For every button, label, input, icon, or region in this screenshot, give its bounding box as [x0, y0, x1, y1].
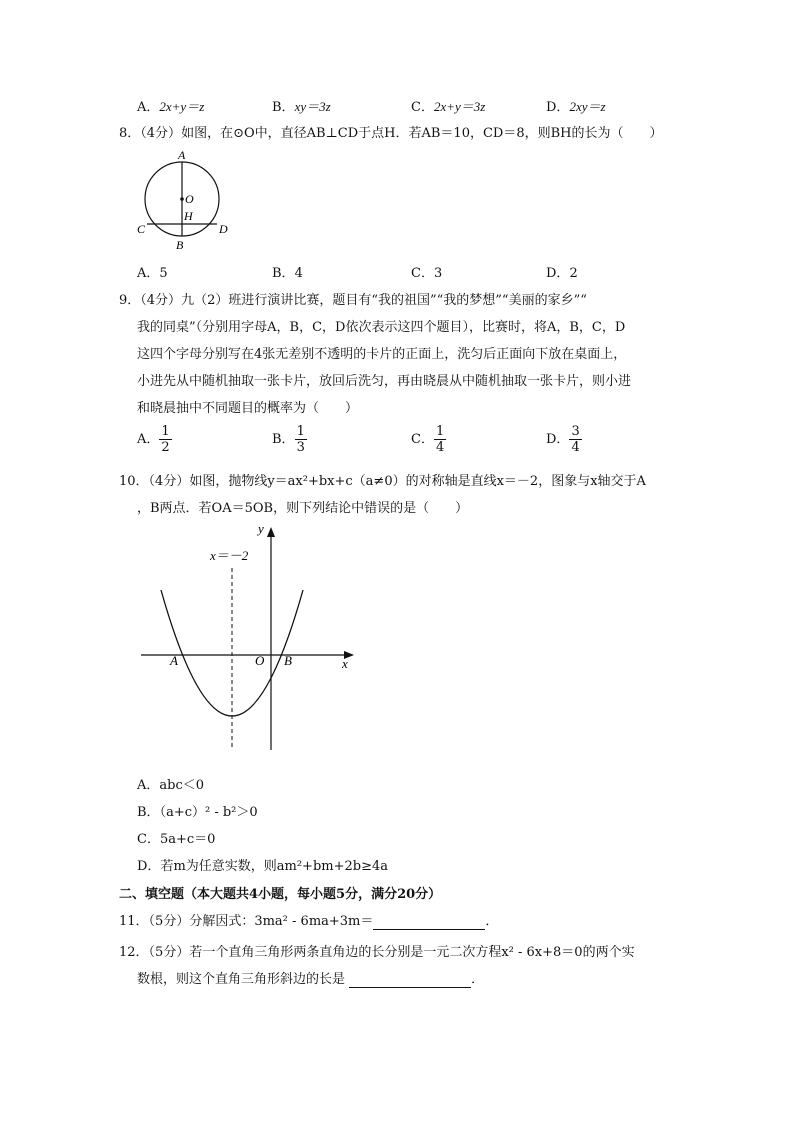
q10-option-c: C．5a+c＝0 — [137, 832, 216, 847]
q12-score: （5分） — [148, 945, 190, 960]
q9-line-3: 这四个字母分别写在4张无差别不透明的卡片的正面上，洗匀后正面向下放在桌面上， — [137, 347, 627, 362]
q10-line-2: ，B两点．若OA＝5OB，则下列结论中错误的是（ ） — [137, 501, 469, 516]
q9-option-b: B． $\frac{1}{3}$ — [272, 424, 305, 455]
q8-option-b: B．4 — [272, 266, 303, 281]
q11-line: 11．（5分）分解因式：3ma² - 6ma+3m＝ ． — [119, 914, 499, 929]
label-symmetry: x＝－2 — [210, 548, 249, 563]
label-a: A — [170, 653, 178, 668]
q9-line-2: 我的同桌”（分别用字母A，B，C，D依次表示这四个题目），比赛时，将A，B，C，D — [137, 320, 626, 335]
q10-line-1: 10．（4分）如图，抛物线y＝ax²+bx+c（a≠0）的对称轴是直线x＝－2，图象与x轴交于A — [119, 474, 646, 489]
q8-option-c: C．3 — [411, 266, 443, 281]
q9-line-4: 小进先从中随机抽取一张卡片，放回后洗匀，再由晓晨从中随机抽取一张卡片，则小进 — [137, 374, 632, 389]
q10-option-b: B．（a+c）² - b²＞0 — [137, 805, 258, 820]
q10-score: （4分） — [148, 474, 190, 489]
q8-number: 8． — [119, 126, 141, 141]
q9-line-1: 9．（4分）九（2）班进行演讲比赛，题目有“我的祖国”“我的梦想”“美丽的家乡”“ — [119, 293, 587, 308]
label-o: O — [185, 192, 194, 206]
q8-option-d: D．2 — [546, 266, 578, 281]
q7-option-b: B．xy＝3z — [272, 99, 331, 115]
label-h: H — [184, 209, 193, 223]
q12-line-2: 数根，则这个直角三角形斜边的长是 ． — [137, 972, 485, 987]
q7-option-d: D．2xy＝z — [546, 99, 606, 115]
q11-number: 11． — [119, 914, 149, 929]
label-b: B — [176, 238, 184, 252]
q7-option-a: A．2x+y＝z — [137, 99, 205, 115]
q8-circle-figure — [132, 146, 232, 254]
q9-option-a: A． $\frac{1}{2}$ — [137, 424, 170, 455]
section-2-heading: 二、填空题（本大题共4小题，每小题5分，满分20分） — [119, 887, 442, 902]
label-b: B — [284, 653, 292, 668]
label-o: O — [255, 653, 265, 668]
q9-option-d: D． $\frac{3}{4}$ — [546, 424, 580, 455]
q11-score: （5分） — [148, 914, 190, 929]
label-x: x — [342, 656, 348, 671]
q10-option-d: D．若m为任意实数，则am²+bm+2b≥4a — [137, 859, 388, 874]
q10-parabola-figure — [136, 518, 366, 758]
q9-line-5: 和晓晨抽中不同题目的概率为（ ） — [137, 401, 359, 416]
label-c: C — [137, 222, 146, 236]
q8-score: （4分） — [140, 126, 182, 141]
q12-answer-blank[interactable] — [349, 972, 471, 988]
q10-option-a: A．abc＜0 — [137, 778, 205, 793]
label-d: D — [219, 222, 228, 236]
center-point — [180, 197, 184, 201]
y-axis-arrow — [267, 527, 275, 537]
label-a: A — [178, 148, 186, 162]
q10-number: 10． — [119, 474, 149, 489]
q11-answer-blank[interactable] — [373, 914, 485, 930]
q12-line-1: 12．（5分）若一个直角三角形两条直角边的长分别是一元二次方程x² - 6x+8＝0的两个实 — [119, 945, 635, 960]
q9-number: 9． — [119, 293, 141, 308]
q8-option-a: A．5 — [137, 266, 168, 281]
q8-text: 如图，在⊙O中，直径AB⊥CD于点H．若AB＝10，CD＝8，则BH的长为（ ） — [181, 126, 663, 141]
label-y: y — [258, 521, 264, 536]
q9-score: （4分） — [140, 293, 182, 308]
q8-stem — [119, 122, 663, 141]
q9-option-c: C． $\frac{1}{4}$ — [411, 424, 445, 455]
q12-number: 12． — [119, 945, 149, 960]
q7-option-c: C．2x+y＝3z — [411, 99, 486, 115]
